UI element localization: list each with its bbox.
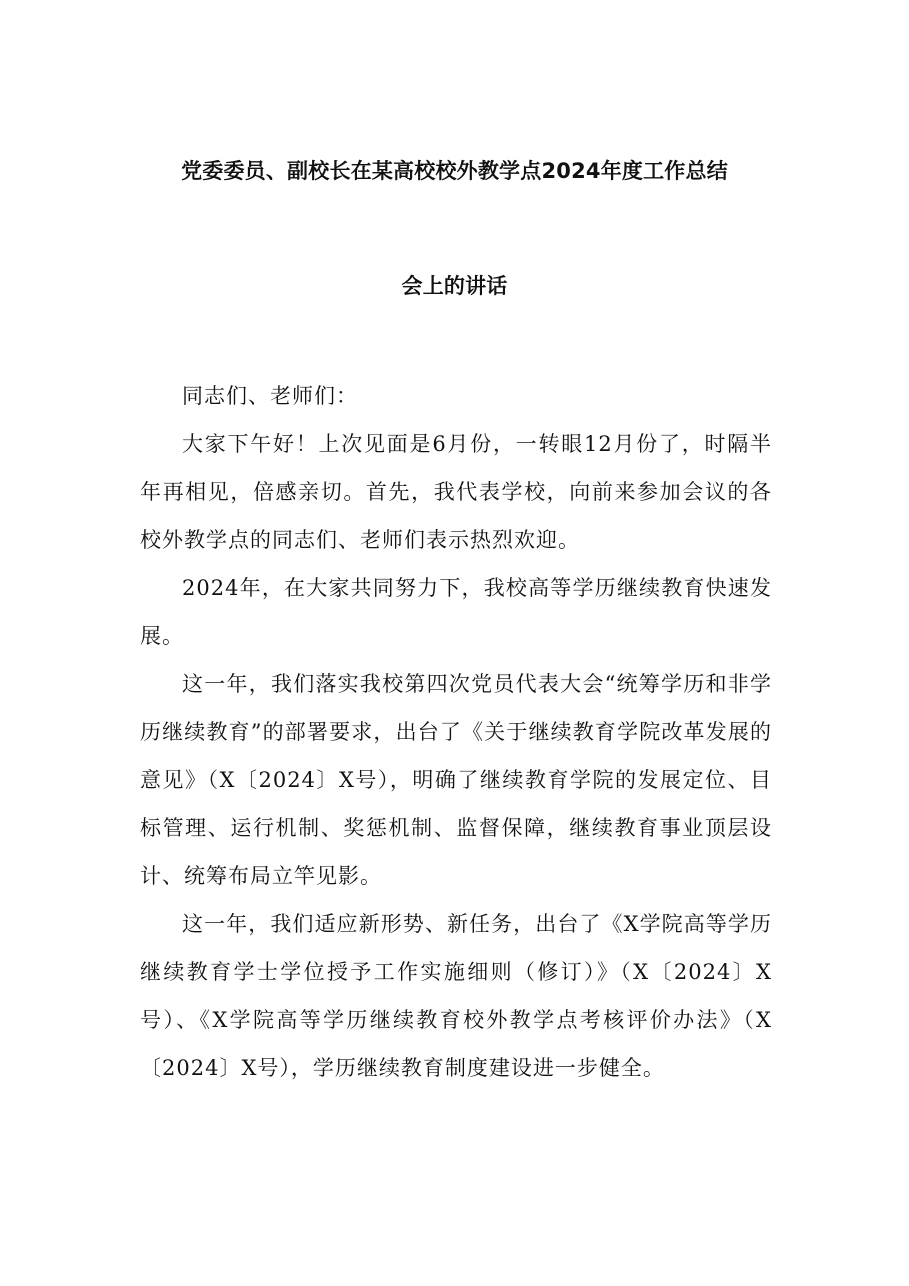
document-body bbox=[140, 372, 772, 1092]
paragraph-reform: 这一年，我们落实我校第四次党员代表大会“统筹学历和非学历继续教育”的部署要求，出台了《关于继续教育学院改革发展的意见》（X〔2024〕X号），明确了继续教育学院的发展定位、目标管理、运行机制、奖惩机制、监督保障，继续教育事业顶层设计、统筹布局立竿见影。 bbox=[140, 672, 772, 888]
document-title-line-1: 党委委员、副校长在某高校校外教学点2024年度工作总结 bbox=[181, 159, 728, 183]
document-title-line-2: 会上的讲话 bbox=[401, 274, 508, 298]
paragraph-greeting: 大家下午好！上次见面是6月份，一转眼12月份了，时隔半年再相见，倍感亲切。首先，我代表学校，向前来参加会议的各校外教学点的同志们、老师们表示热烈欢迎。 bbox=[140, 432, 772, 552]
salutation: 同志们、老师们： bbox=[182, 384, 358, 408]
paragraph-overview: 2024年，在大家共同努力下，我校高等学历继续教育快速发展。 bbox=[140, 576, 772, 648]
paragraph-regulations: 这一年，我们适应新形势、新任务，出台了《X学院高等学历继续教育学士学位授予工作实施细则（修订）》（X〔2024〕X号）、《X学院高等学历继续教育校外教学点考核评价办法》（X〔2024〕X号），学历继续教育制度建设进一步健全。 bbox=[140, 912, 772, 1080]
